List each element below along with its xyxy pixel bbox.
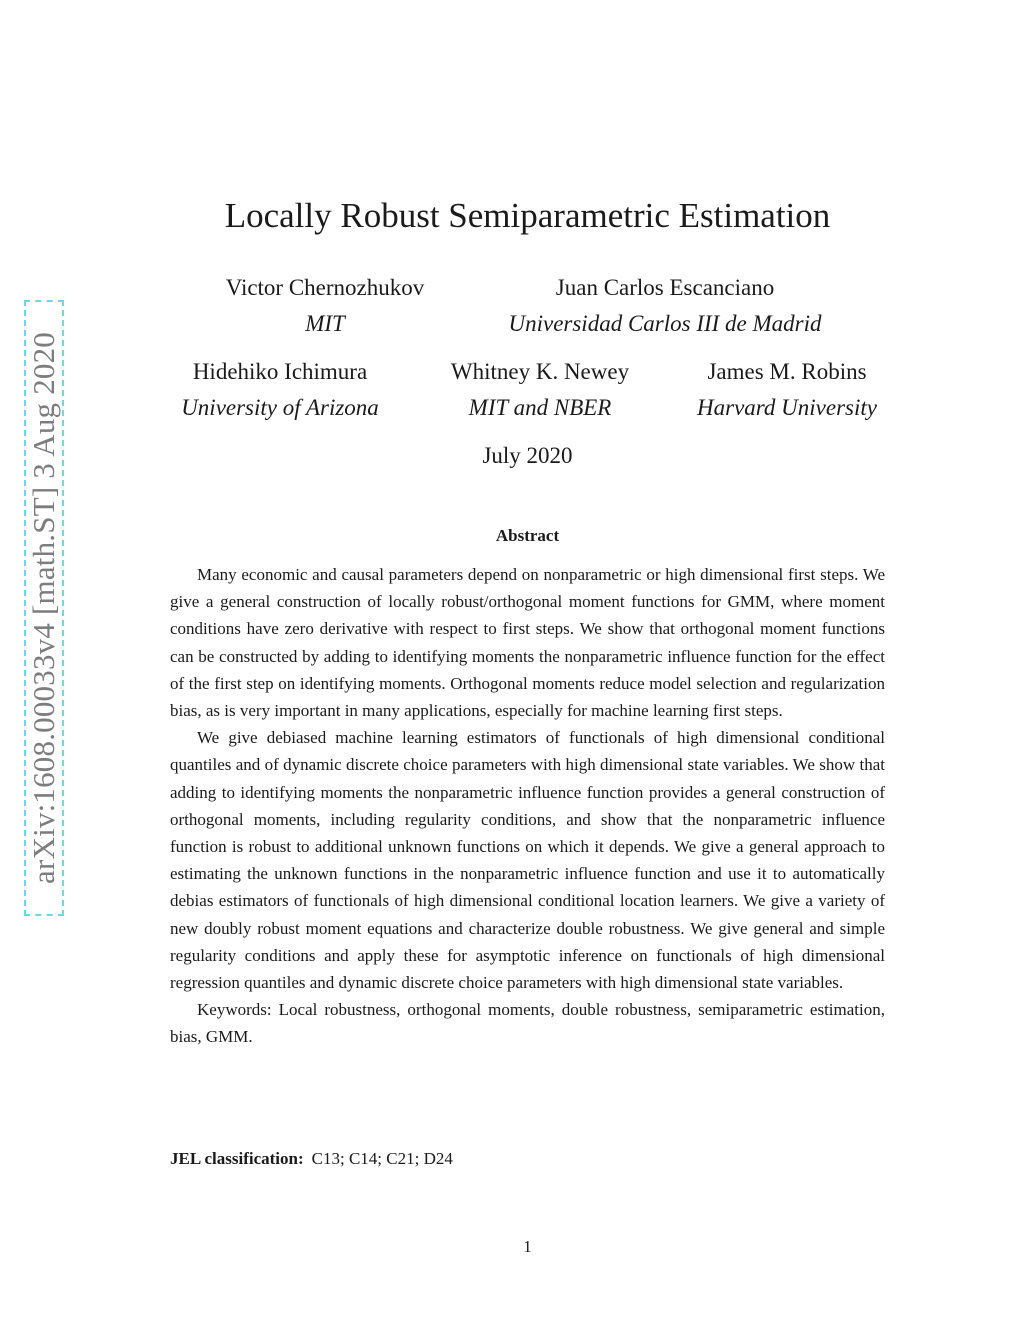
author-affiliation: Harvard University (697, 395, 877, 420)
arxiv-identifier: arXiv:1608.00033v4 [math.ST] 3 Aug 2020 (26, 332, 61, 884)
author-name: Hidehiko Ichimura (192, 359, 368, 384)
author-name: Whitney K. Newey (450, 359, 630, 384)
author-affiliation: Universidad Carlos III de Madrid (508, 311, 822, 336)
author-block (677, 359, 897, 421)
author-name: Victor Chernozhukov (225, 275, 425, 300)
author-block (195, 275, 455, 337)
abstract-paragraph: Many economic and causal parameters depend on nonparametric or high dimensional first steps. We give a general construction of locally robust/orthogonal moment functions for GMM, where moment conditions have zero derivative with respect to first steps. We show that orthogonal moment functions can be constructed by adding to identifying moments the nonparametric influence function for the effect of the first step on identifying moments. Orthogonal moments reduce model selection and regularization bias, as is very important in many applications, especially for machine learning first steps. (170, 565, 885, 721)
abstract-paragraph: We give debiased machine learning estimators of functionals of high dimensional conditional quantiles and of dynamic discrete choice parameters with high dimensional state variables. We show that adding to identifying moments the nonparametric influence function provides a general construction of orthogonal moments, including regularity conditions, and show that the nonparametric influence function is robust to additional unknown functions on which it depends. We give a general approach to estimating the unknown functions in the nonparametric influence function and use it to automatically debias estimators of functionals of high dimensional conditional location learners. We give a variety of new doubly robust moment equations and characterize double robustness. We give general and simple regularity conditions and apply these for asymptotic inference on functionals of high dimensional regression quantiles and dynamic discrete choice parameters with high dimensional state variables. (170, 728, 885, 993)
keywords-paragraph: Keywords: Local robustness, orthogonal moments, double robustness, semiparametric estimation, bias, GMM. (170, 1000, 885, 1047)
author-name: Juan Carlos Escanciano (555, 275, 775, 300)
publication-date: July 2020 (482, 443, 573, 468)
abstract-body (170, 561, 885, 1051)
paper-title: Locally Robust Semiparametric Estimation (224, 196, 831, 235)
jel-classification (170, 1149, 453, 1169)
author-block (425, 359, 655, 421)
author-block (485, 275, 845, 337)
author-affiliation: University of Arizona (181, 395, 379, 420)
abstract-heading: Abstract (495, 526, 560, 545)
author-affiliation: MIT (305, 311, 345, 336)
author-name: James M. Robins (707, 359, 867, 384)
author-affiliation: MIT and NBER (468, 395, 612, 420)
page-number: 1 (523, 1237, 532, 1256)
jel-label: JEL classification: (170, 1149, 304, 1168)
jel-codes: C13; C14; C21; D24 (311, 1149, 453, 1168)
author-block (160, 359, 400, 421)
